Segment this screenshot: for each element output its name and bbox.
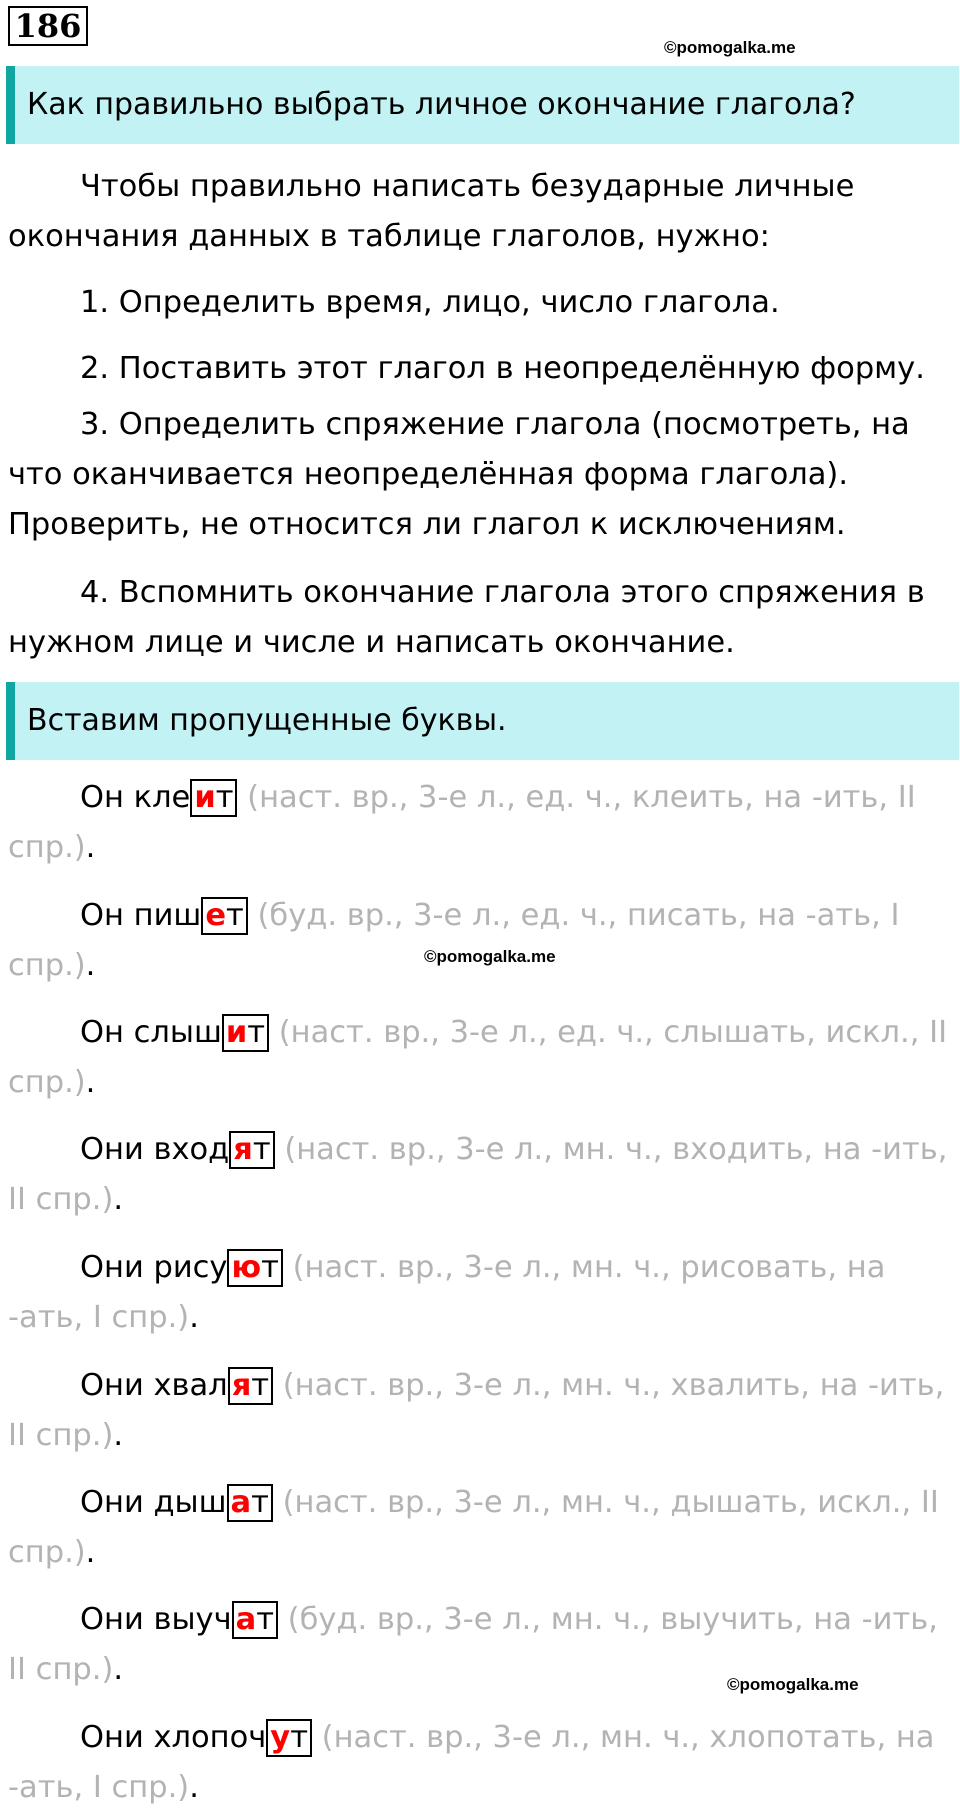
inserted-letter: у — [270, 1720, 291, 1755]
example-row — [8, 1713, 956, 1813]
ending-box — [232, 1601, 278, 1639]
ending-box — [229, 1131, 274, 1169]
ending-tail: т — [215, 780, 234, 815]
verb-stem: Он пиш — [80, 898, 202, 933]
grammar-note: (наст. вр., 3-е л., мн. ч., дышать, искл., II спр.) — [8, 1485, 939, 1570]
example-row — [8, 1008, 956, 1108]
verb-stem: Они дыш — [80, 1485, 227, 1520]
step-1 — [8, 278, 956, 328]
period: . — [189, 1770, 199, 1805]
ending-box — [227, 1484, 273, 1522]
example-row — [8, 1125, 956, 1225]
ending-tail: т — [261, 1250, 279, 1285]
verb-stem: Они хлопоч — [80, 1720, 267, 1755]
grammar-note: (буд. вр., 3-е л., мн. ч., выучить, на -ить, II спр.) — [8, 1602, 938, 1687]
grammar-note: (наст. вр., 3-е л., мн. ч., рисовать, на -ать, I спр.) — [8, 1250, 886, 1335]
grammar-note: (наст. вр., 3-е л., мн. ч., хлопотать, на -ать, I спр.) — [8, 1720, 935, 1805]
ending-tail: т — [256, 1602, 274, 1637]
verb-stem: Они рису — [80, 1250, 228, 1285]
inserted-letter: и — [194, 780, 216, 815]
verb-stem: Они хвал — [80, 1368, 228, 1403]
grammar-note: (наст. вр., 3-е л., ед. ч., слышать, искл., II спр.) — [8, 1015, 948, 1100]
period: . — [113, 1418, 124, 1453]
period: . — [189, 1300, 199, 1335]
inserted-letter: и — [225, 1015, 248, 1050]
ending-tail: т — [247, 1015, 266, 1050]
inserted-letter: я — [231, 1368, 252, 1403]
intro-paragraph — [8, 162, 956, 262]
verb-stem: Он кле — [80, 780, 191, 815]
period: . — [85, 948, 96, 983]
ending-tail: т — [226, 898, 244, 933]
grammar-note: (наст. вр., 3-е л., мн. ч., входить, на -ить, II спр.) — [8, 1132, 948, 1217]
inserted-letter: а — [230, 1485, 252, 1520]
ending-box — [201, 897, 247, 935]
step-3 — [8, 400, 956, 550]
ending-box — [222, 1014, 269, 1052]
verb-stem: Он слыш — [80, 1015, 222, 1050]
period: . — [85, 1065, 96, 1100]
example-row — [8, 1361, 956, 1461]
watermark: ©pomogalka.me — [664, 38, 796, 57]
step-text: 1. Определить время, лицо, число глагола. — [80, 285, 780, 320]
ending-box — [227, 1249, 282, 1287]
ending-box — [228, 1367, 273, 1405]
period: . — [85, 1535, 96, 1570]
grammar-note: (буд. вр., 3-е л., ед. ч., писать, на -ать, I спр.) — [8, 898, 900, 983]
step-text: 3. Определить спряжение глагола (посмотреть, на что оканчивается неопределённая форма глагола). Проверить, не относится ли глагол к исключениям. — [8, 407, 910, 542]
grammar-note: (наст. вр., 3-е л., ед. ч., клеить, на -ить, II спр.) — [8, 780, 916, 865]
ending-tail: т — [290, 1720, 308, 1755]
ending-box — [266, 1719, 312, 1757]
example-row — [8, 891, 956, 991]
step-4 — [8, 568, 956, 668]
watermark: ©pomogalka.me — [424, 947, 556, 966]
period: . — [113, 1182, 124, 1217]
ending-box — [190, 779, 237, 817]
period: . — [85, 830, 96, 865]
inserted-letter: а — [235, 1602, 257, 1637]
step-text: 2. Поставить этот глагол в неопределённую форму. — [80, 351, 925, 386]
ending-tail: т — [251, 1485, 269, 1520]
ending-tail: т — [251, 1368, 270, 1403]
example-row — [8, 773, 956, 873]
grammar-note: (наст. вр., 3-е л., мн. ч., хвалить, на -ить, II спр.) — [8, 1368, 945, 1453]
step-text: 4. Вспомнить окончание глагола этого спряжения в нужном лице и числе и написать окончание. — [8, 575, 925, 660]
example-row — [8, 1243, 956, 1343]
verb-stem: Они выуч — [80, 1602, 232, 1637]
watermark: ©pomogalka.me — [727, 1675, 859, 1694]
period: . — [113, 1652, 124, 1687]
inserted-letter: е — [205, 898, 227, 933]
example-row — [8, 1595, 956, 1695]
task-number: 186 — [8, 6, 88, 46]
section-header-answer: Вставим пропущенные буквы. — [6, 682, 959, 760]
ending-tail: т — [252, 1132, 271, 1167]
verb-stem: Они вход — [80, 1132, 230, 1167]
example-row — [8, 1478, 956, 1578]
intro-text: Чтобы правильно написать безударные личные окончания данных в таблице глаголов, нужно: — [8, 169, 855, 254]
section-header-question: Как правильно выбрать личное окончание глагола? — [6, 66, 959, 144]
step-2 — [8, 344, 956, 394]
inserted-letter: я — [233, 1132, 253, 1167]
inserted-letter: ю — [231, 1250, 262, 1285]
